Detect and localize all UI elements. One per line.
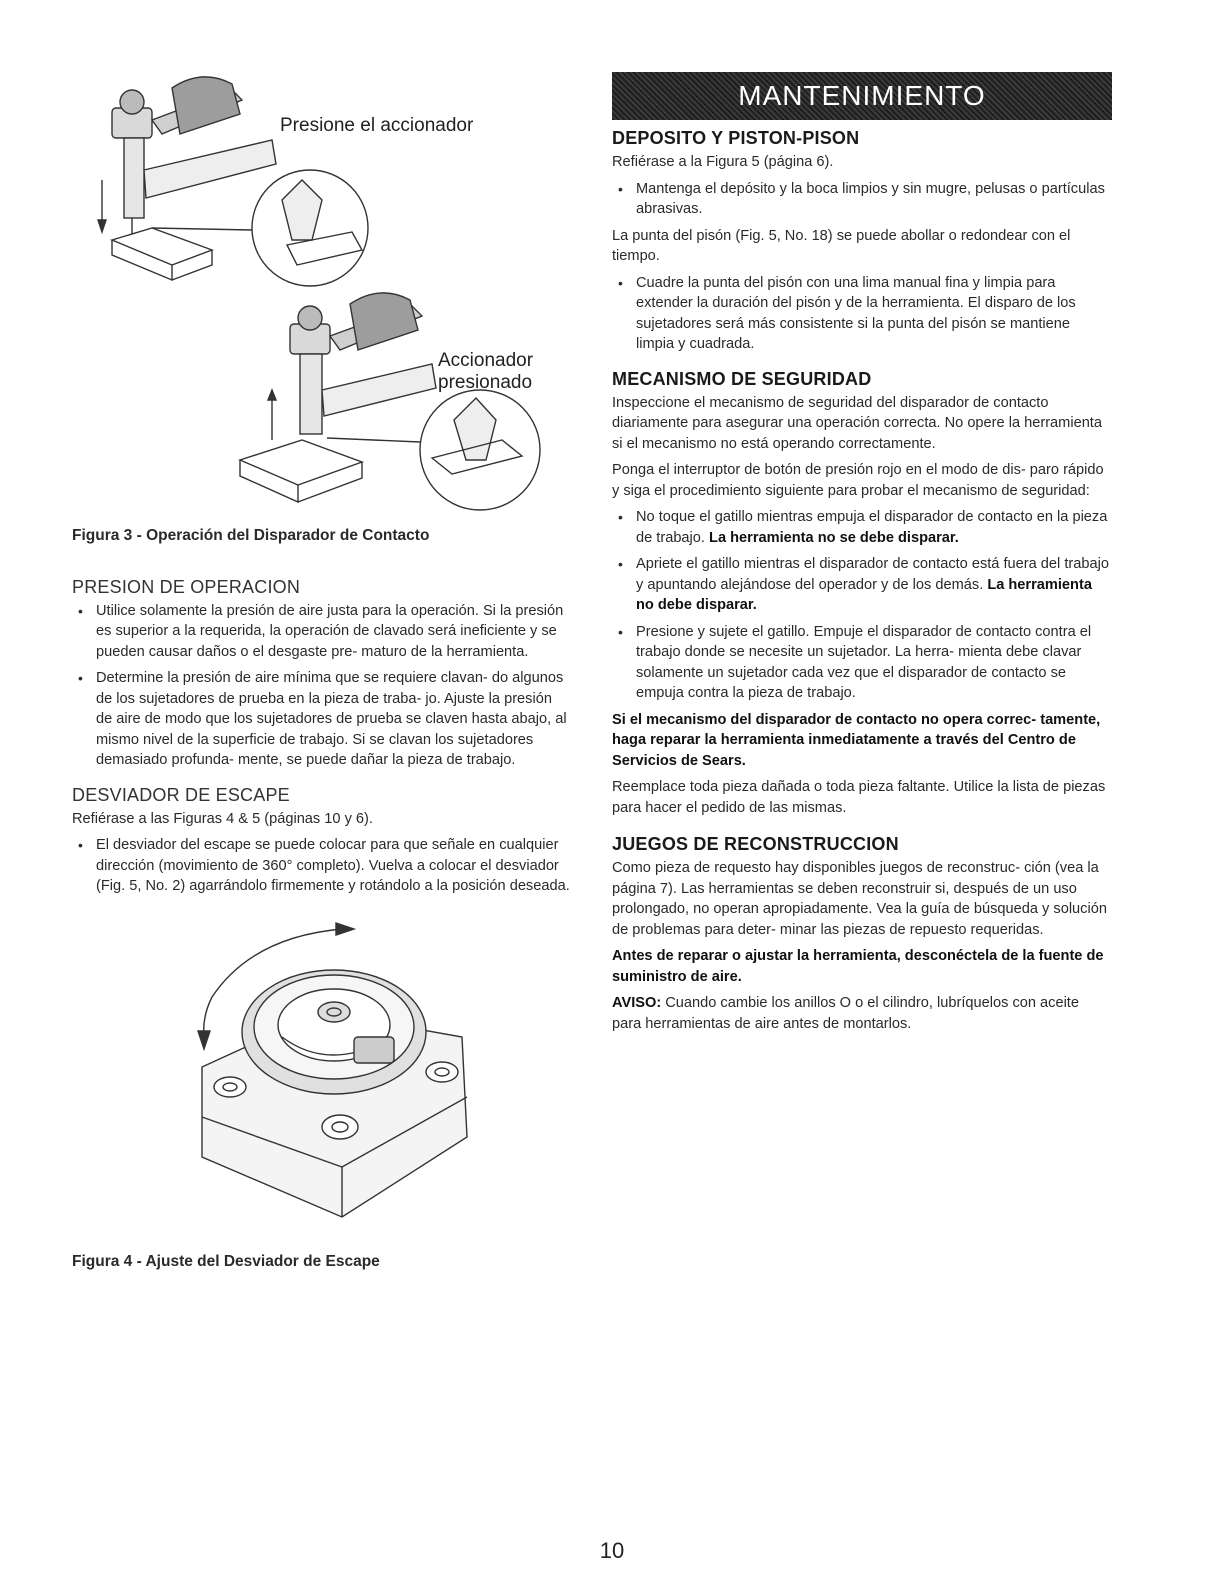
- mecanismo-list: [612, 507, 1112, 704]
- mecanismo-p2: Ponga el interruptor de botón de presión rojo en el modo de dis- paro rápido y siga el procedimiento siguiente para probar el mecanismo de seguridad:: [612, 462, 1104, 499]
- list-item: • Cuadre la punta del pisón con una lima manual fina y limpia para extender la duración del pisón y de la herramienta. El disparo de los sujetadores será más consistente si la punta del pisón se mantiene limpia y cuadrada.: [612, 273, 1112, 355]
- heading-presion: PRESION DE OPERACION: [72, 576, 301, 597]
- figure-4-illustration: [72, 917, 572, 1237]
- mecanismo-p3: Reemplace toda pieza dañada o toda pieza faltante. Utilice la lista de piezas para hacer el pedido de las mismas.: [612, 779, 1106, 816]
- juegos-p1: Como pieza de requesto hay disponibles juegos de reconstruc- ción (vea la página 7). Las herramientas se deben reconstruir si, después de un uso prolongado, no operan apropiadamente. Vea la guía de búsqueda y solución de problemas para deter- minar las piezas de repuesto requeridas.: [612, 860, 1107, 938]
- figure-3-caption: Figura 3 - Operación del Disparador de Contacto: [72, 527, 430, 544]
- deposito-intro: Refiérase a la Figura 5 (página 6).: [612, 154, 834, 170]
- list-item: • Determine la presión de aire mínima que se requiere clavan- do algunos de los sujetadores de prueba en la pieza de traba- jo. Ajuste la presión de aire de modo que los sujetadores de prueba se claven hasta abajo, al mismo nivel de la superficie de trabajo. Si se clavan los sujetadores demasiado profunda- mente, se puede dañar la pieza de trabajo.: [72, 668, 572, 771]
- page-number: 10: [599, 1538, 625, 1563]
- list-item: • El desviador del escape se puede colocar para que señale en cualquier dirección (movimiento de 360° completo). Vuelva a colocar el desviador (Fig. 5, No. 2) agarrándolo firmemente y rotándolo a la posición deseada.: [72, 835, 572, 897]
- heading-mecanismo: MECANISMO DE SEGURIDAD: [612, 368, 872, 389]
- deposito-middle: La punta del pisón (Fig. 5, No. 18) se puede abollar o redondear con el tiempo.: [612, 227, 1071, 264]
- heading-deposito: DEPOSITO Y PISTON-PISON: [612, 128, 860, 148]
- mecanismo-p1: Inspeccione el mecanismo de seguridad del disparador de contacto diariamente para asegurar una operación correcta. No opere la herramienta si el mecanismo no está operando correctamente.: [612, 394, 1102, 452]
- section-banner: MANTENIMIENTO: [612, 72, 1112, 120]
- figure-3: [72, 60, 572, 520]
- callout-presione: Presione el accionador: [280, 115, 474, 136]
- aviso-text: Cuando cambie los anillos O o el cilindro, lubríquelos con aceite para herramientas de aire antes de montarlos.: [612, 995, 1079, 1032]
- aviso-label: AVISO:: [612, 995, 662, 1011]
- left-column: [72, 60, 572, 1272]
- list-item: [612, 554, 1112, 616]
- desviador-intro: Refiérase a las Figuras 4 & 5 (páginas 10 y 6).: [72, 810, 373, 827]
- presion-list: [72, 601, 572, 771]
- figure-4-caption: Figura 4 - Ajuste del Desviador de Escape: [72, 1252, 380, 1270]
- heading-juegos: JUEGOS DE RECONSTRUCCION: [612, 834, 899, 854]
- callout-accionador: Accionador presionado: [438, 350, 534, 393]
- item-text: No toque el gatillo mientras empuja el disparador de contacto en la pieza de trabajo.: [636, 509, 1108, 546]
- heading-desviador: DESVIADOR DE ESCAPE: [72, 784, 290, 805]
- deposito-list-1: [612, 179, 1112, 220]
- list-item: • Mantenga el depósito y la boca limpios y sin mugre, pelusas o partículas abrasivas.: [612, 179, 1112, 220]
- deposito-list-2: [612, 273, 1112, 355]
- item-text: Apriete el gatillo mientras el disparador de contacto está fuera del trabajo y apuntando alejándose del operador y de los demás.: [636, 556, 1109, 593]
- list-item: • Utilice solamente la presión de aire justa para la operación. Si la presión es superior a la requerida, la operación de clavado será ineficiente y se pueden causar daños o el desgaste pre- maturo de la herramienta.: [72, 601, 572, 663]
- list-item: • Presione y sujete el gatillo. Empuje el disparador de contacto contra el trabajo donde se necesite un sujetador. La herra- mienta debe clavar solamente un sujetador cada vez que el disparador de contacto se empuja contra la pieza de trabajo.: [612, 622, 1112, 704]
- desviador-list: [72, 835, 572, 897]
- list-item: [612, 507, 1112, 548]
- juegos-warning: Antes de reparar o ajustar la herramienta, desconéctela de la fuente de suministro de aire.: [612, 948, 1104, 985]
- item-bold: La herramienta no se debe disparar.: [709, 529, 959, 546]
- juegos-aviso: [612, 993, 1112, 1034]
- item-bold: La herramienta no debe disparar.: [636, 576, 1092, 613]
- right-column: [612, 72, 1112, 1040]
- mecanismo-warning: Si el mecanismo del disparador de contacto no opera correc- tamente, haga reparar la herramienta inmediatamente a través del Centro de Servicios de Sears.: [612, 711, 1101, 769]
